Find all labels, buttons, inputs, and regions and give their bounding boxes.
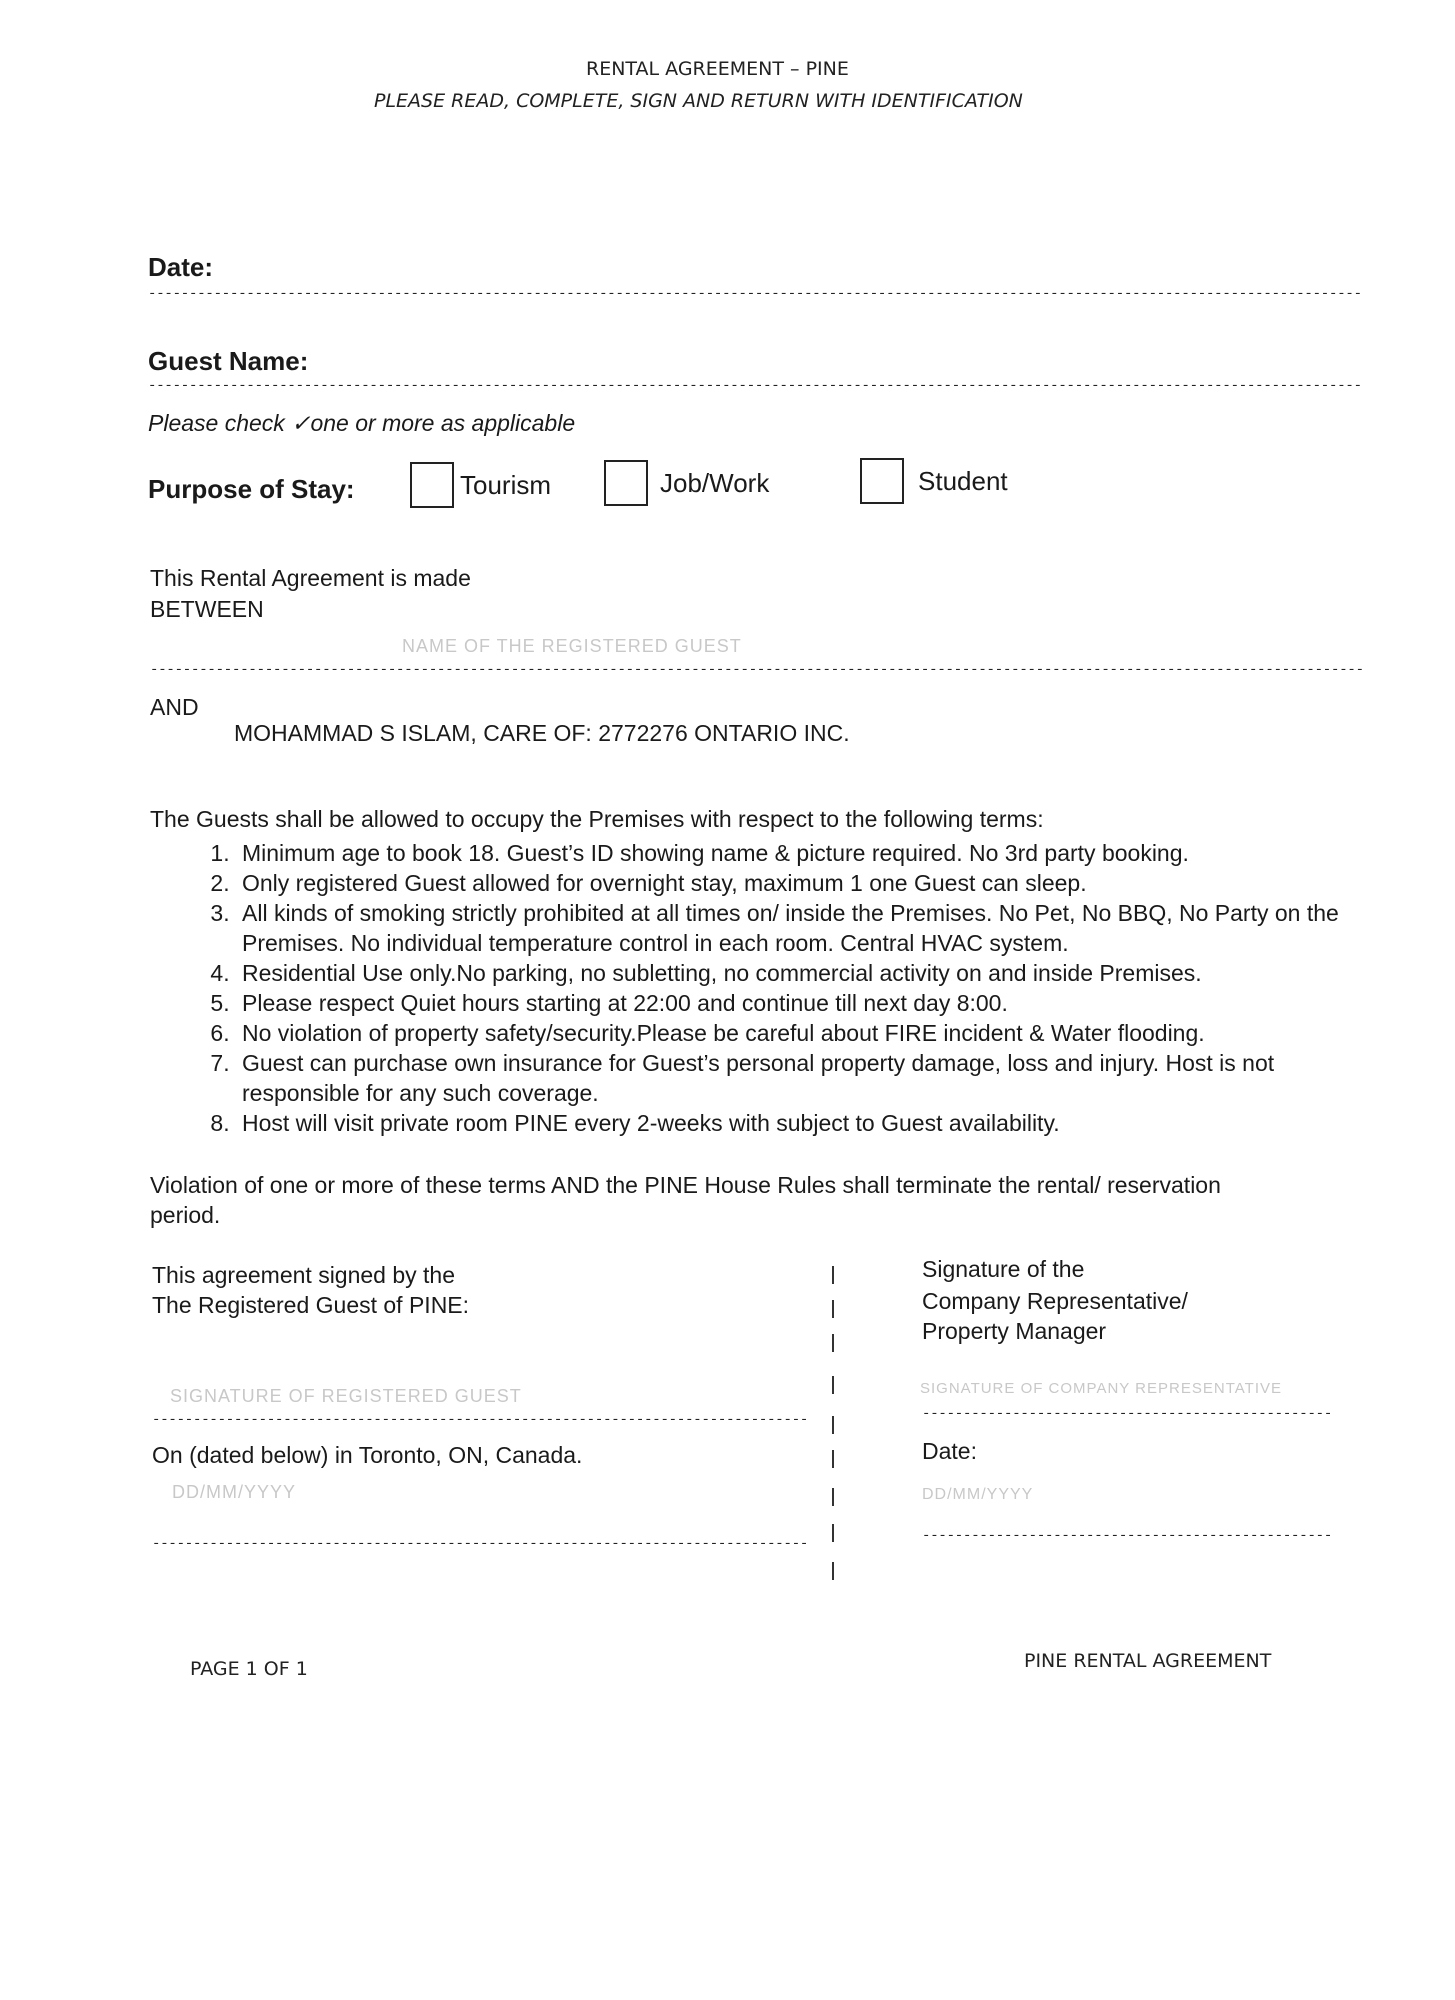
term-item: 4. Residential Use only.No parking, no subletting, no commercial activity on and inside Premises. (236, 958, 1350, 988)
column-separator (832, 1300, 834, 1318)
purpose-of-stay-label: Purpose of Stay: (148, 474, 355, 504)
terms-list (150, 838, 1350, 1138)
company-sign-line3: Property Manager (922, 1318, 1107, 1344)
between-label: BETWEEN (150, 596, 264, 622)
host-name: MOHAMMAD S ISLAM, CARE OF: 2772276 ONTARIO INC. (234, 720, 850, 746)
company-signature-placeholder: SIGNATURE OF COMPANY REPRESENTATIVE (920, 1380, 1282, 1397)
term-item: 1. Minimum age to book 18. Guest’s ID showing name & picture required. No 3rd party booking. (236, 838, 1350, 868)
company-signature-line[interactable]: -------------------------------------------------- (922, 1406, 1333, 1422)
column-separator (832, 1376, 834, 1394)
column-separator (832, 1334, 834, 1352)
term-item: 6. No violation of property safety/security.Please be careful about FIRE incident & Water flooding. (236, 1018, 1350, 1048)
guest-name-field-line[interactable]: ---------------------------------------------------------------------------------------------------------------------------------------------------- (148, 378, 1362, 394)
guest-dated-text: On (dated below) in Toronto, ON, Canada. (152, 1442, 583, 1468)
guest-date-placeholder: DD/MM/YYYY (172, 1482, 297, 1502)
company-sign-line1: Signature of the (922, 1256, 1085, 1282)
date-label: Date: (148, 252, 214, 282)
footer-document-name: PINE RENTAL AGREEMENT (1024, 1650, 1272, 1672)
guest-signature-placeholder: SIGNATURE OF REGISTERED GUEST (170, 1386, 522, 1406)
column-separator (832, 1488, 834, 1506)
check-instruction: Please check ✓one or more as applicable (148, 410, 576, 436)
guest-name-label: Guest Name: (148, 346, 309, 376)
guest-date-line[interactable]: -------------------------------------------------------------------------------- (152, 1536, 809, 1552)
term-item: 5. Please respect Quiet hours starting at 22:00 and continue till next day 8:00. (236, 988, 1350, 1018)
job-work-label: Job/Work (660, 468, 770, 498)
company-date-line[interactable]: -------------------------------------------------- (922, 1528, 1333, 1544)
page-number: PAGE 1 OF 1 (190, 1658, 308, 1680)
column-separator (832, 1450, 834, 1468)
terms-intro: The Guests shall be allowed to occupy the Premises with respect to the following terms: (150, 806, 1044, 832)
violation-notice: Violation of one or more of these terms AND the PINE House Rules shall terminate the rental/ reservation period. (150, 1172, 1221, 1228)
tourism-label: Tourism (460, 470, 552, 500)
job-work-checkbox[interactable] (604, 460, 648, 506)
tourism-checkbox[interactable] (410, 462, 454, 508)
term-item: 8. Host will visit private room PINE every 2-weeks with subject to Guest availability. (236, 1108, 1350, 1138)
agreement-intro: This Rental Agreement is made (150, 565, 471, 591)
document-title: RENTAL AGREEMENT – PINE (586, 58, 849, 80)
company-date-placeholder: DD/MM/YYYY (922, 1486, 1034, 1503)
column-separator (832, 1562, 834, 1580)
terms-section (150, 804, 1350, 1230)
term-item: 3. All kinds of smoking strictly prohibited at all times on/ inside the Premises. No Pet, No BBQ, No Party on the Premises. No individual temperature control in each room. Central HVAC system. (236, 898, 1350, 958)
guest-sign-line2: The Registered Guest of PINE: (152, 1292, 470, 1318)
and-label: AND (150, 694, 199, 720)
student-checkbox[interactable] (860, 458, 904, 504)
guest-signature-line[interactable]: -------------------------------------------------------------------------------- (152, 1412, 809, 1428)
date-field-line[interactable]: ---------------------------------------------------------------------------------------------------------------------------------------------------- (148, 286, 1362, 302)
document-subtitle: PLEASE READ, COMPLETE, SIGN AND RETURN WITH IDENTIFICATION (374, 90, 1023, 112)
term-item: 2. Only registered Guest allowed for overnight stay, maximum 1 one Guest can sleep. (236, 868, 1350, 898)
column-separator (832, 1266, 834, 1284)
guest-sign-line1: This agreement signed by the (152, 1262, 456, 1288)
company-date-label: Date: (922, 1438, 977, 1464)
between-field-line[interactable]: ---------------------------------------------------------------------------------------------------------------------------------------------------- (150, 662, 1364, 678)
term-item: 7. Guest can purchase own insurance for Guest’s personal property damage, loss and injury. Host is not responsible for any such coverage. (236, 1048, 1350, 1108)
company-sign-line2: Company Representative/ (922, 1288, 1188, 1314)
column-separator (832, 1524, 834, 1542)
student-label: Student (918, 466, 1008, 496)
column-separator (832, 1416, 834, 1434)
guest-name-placeholder: NAME OF THE REGISTERED GUEST (402, 636, 742, 656)
